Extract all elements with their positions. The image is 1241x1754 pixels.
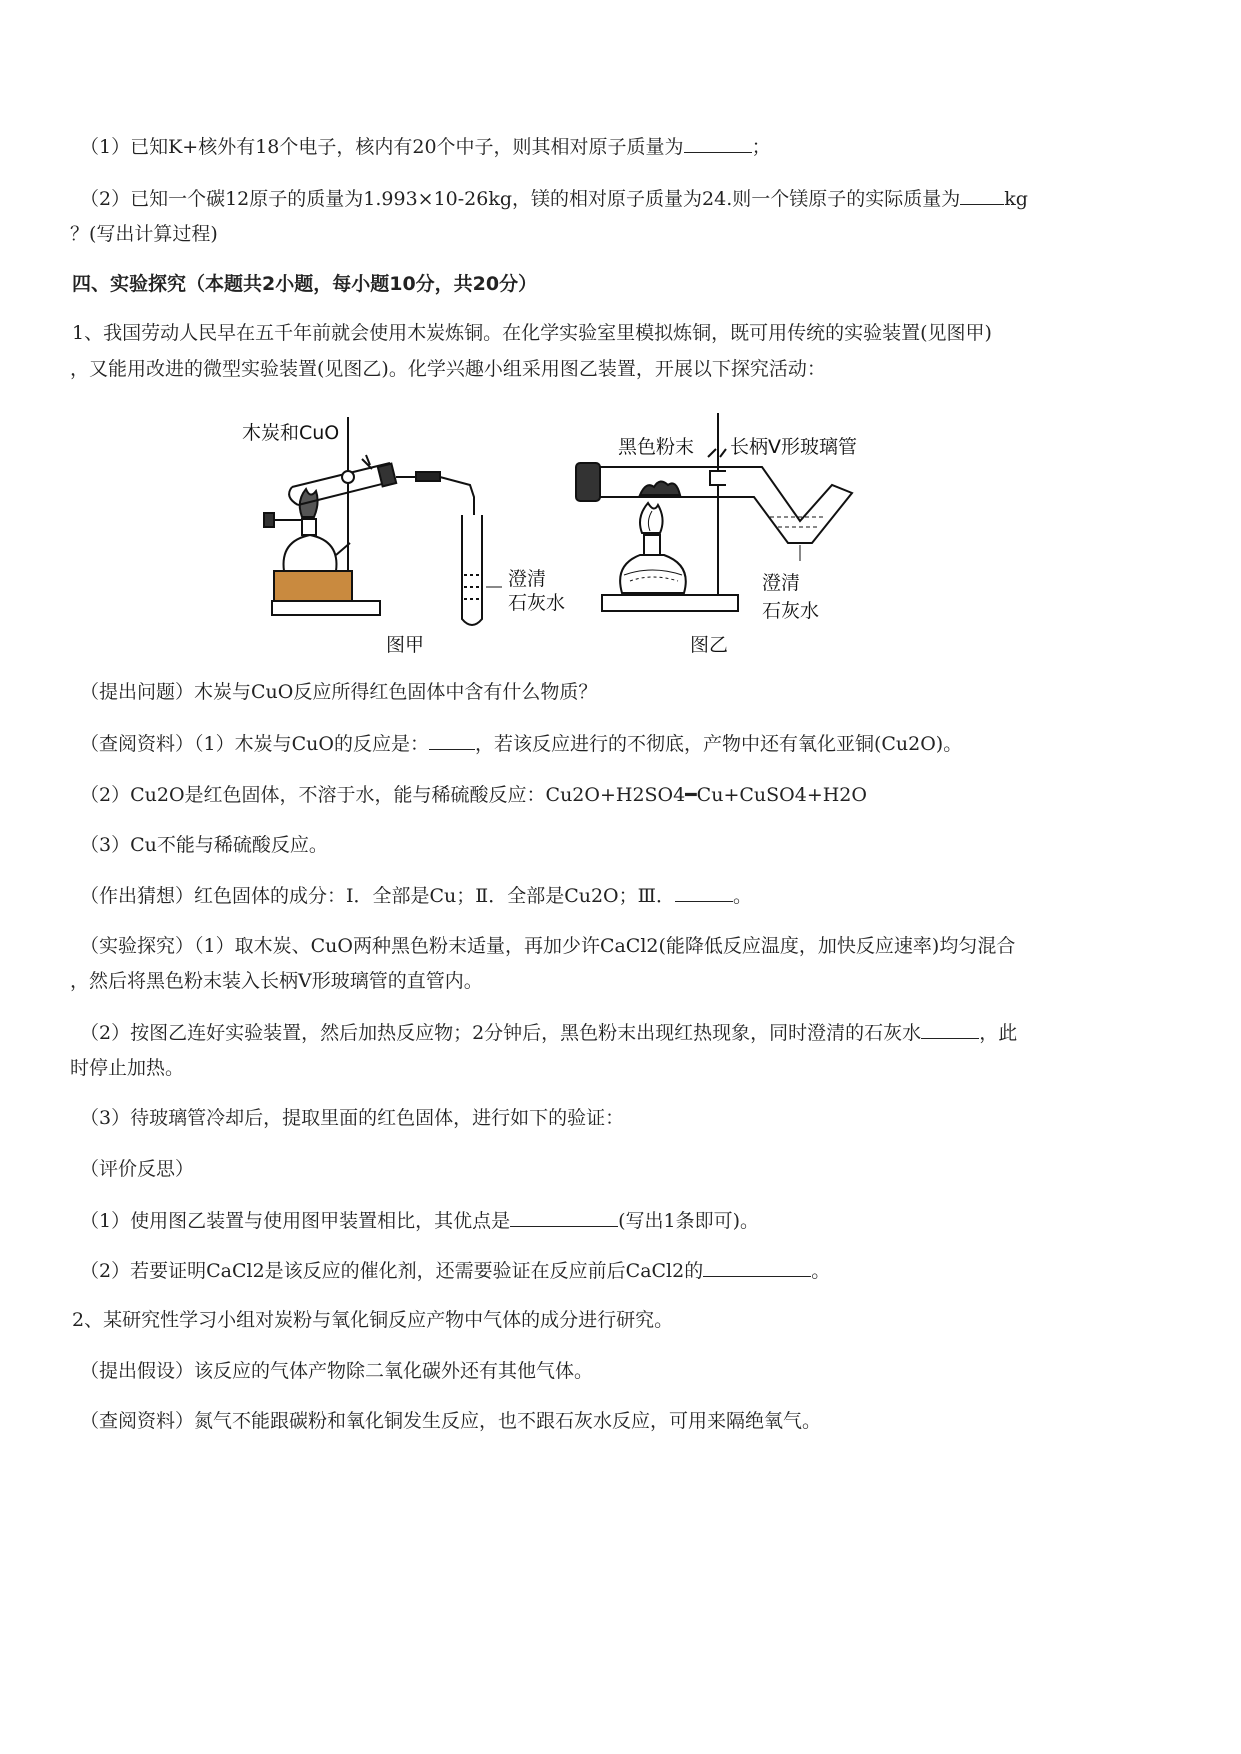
problem2-hypothesis: （提出假设）该反应的气体产物除二氧化碳外还有其他气体。 (80, 1360, 594, 1382)
yi-label-water-1: 澄清 (762, 572, 801, 594)
guess-text-end: 。 (732, 885, 752, 907)
problem2-info: （查阅资料）氮气不能跟碳粉和氧化铜发生反应，也不跟石灰水反应，可用来隔绝氧气。 (80, 1410, 822, 1432)
problem1-exp3: （3）待玻璃管冷却后，提取里面的红色固体，进行如下的验证： (80, 1107, 625, 1129)
figure-jia (264, 417, 502, 625)
q3-part2-unit: kg (1004, 188, 1028, 210)
problem1-exp2-line2: 时停止加热。 (70, 1057, 185, 1079)
answer-blank[interactable] (510, 1208, 618, 1227)
problem1-intro-line1: 1、我国劳动人民早在五千年前就会使用木炭炼铜。在化学实验室里模拟炼铜，既可用传统的实验装置(见图甲) (72, 322, 992, 344)
q3-part2-cont: ？(写出计算过程) (70, 223, 218, 245)
reflect2-text: （2）若要证明CaCl2是该反应的催化剂，还需要验证在反应前后CaCl2的 (80, 1260, 704, 1282)
problem1-question: （提出问题）木炭与CuO反应所得红色固体中含有什么物质？ (80, 681, 598, 703)
q3-part1 (80, 134, 1165, 159)
reflect1-text-end: (写出1条即可)。 (618, 1210, 760, 1232)
problem1-info3: （3）Cu不能与稀硫酸反应。 (80, 834, 328, 856)
guess-text: （作出猜想）红色固体的成分：Ⅰ．全部是Cu；Ⅱ．全部是Cu2O；Ⅲ． (80, 885, 675, 907)
section-heading: 四、实验探究（本题共2小题，每小题10分，共20分） (72, 273, 538, 295)
apparatus-figure (240, 405, 900, 665)
problem1-info2: （2）Cu2O是红色固体，不溶于水，能与稀硫酸反应：Cu2O+H2SO4━Cu+CuSO4+H2O (80, 784, 867, 806)
yi-label-powder: 黑色粉末 (618, 436, 695, 458)
info1-text-end: ，若该反应进行的不彻底，产物中还有氧化亚铜(Cu2O)。 (474, 733, 963, 755)
problem1-reflect1 (80, 1208, 1165, 1233)
problem1-reflect2 (80, 1258, 1165, 1283)
problem1-reflect: （评价反思） (80, 1158, 195, 1180)
exp2-text: （2）按图乙连好实验装置，然后加热反应物；2分钟后，黑色粉末出现红热现象，同时澄清的石灰水 (80, 1022, 922, 1044)
yi-label-water-2: 石灰水 (762, 600, 820, 622)
yi-label-tube: 长柄V形玻璃管 (730, 436, 857, 458)
problem1-exp1-line1: （实验探究）（1）取木炭、CuO两种黑色粉末适量，再加少许CaCl2(能降低反应温度，加快反应速率)均匀混合 (80, 935, 1016, 957)
jia-label-water-2: 石灰水 (508, 592, 566, 614)
q3-part1-end: ； (751, 136, 771, 158)
problem1-exp1-line2: ，然后将黑色粉末装入长柄V形玻璃管的直管内。 (70, 970, 483, 992)
answer-blank[interactable] (960, 186, 1004, 205)
q3-part1-text: （1）已知K+核外有18个电子，核内有20个中子，则其相对原子质量为 (80, 136, 684, 158)
problem1-guess (80, 883, 1165, 908)
answer-blank[interactable] (703, 1258, 811, 1277)
info1-text: （查阅资料）（1）木炭与CuO的反应是： (80, 733, 429, 755)
jia-label-water-1: 澄清 (508, 568, 547, 590)
answer-blank[interactable] (684, 134, 752, 153)
yi-caption: 图乙 (690, 634, 729, 656)
reflect1-text: （1）使用图乙装置与使用图甲装置相比，其优点是 (80, 1210, 511, 1232)
jia-caption: 图甲 (386, 634, 425, 656)
answer-blank[interactable] (429, 731, 475, 750)
q3-part2 (80, 186, 1165, 211)
reflect2-text-end: 。 (811, 1260, 831, 1282)
problem1-info1 (80, 731, 1165, 756)
jia-label-top: 木炭和CuO (242, 422, 340, 444)
answer-blank[interactable] (675, 883, 733, 902)
exp2-text-end: ，此 (979, 1022, 1018, 1044)
q3-part2-text: （2）已知一个碳12原子的质量为1.993×10-26kg，镁的相对原子质量为24.则一个镁原子的实际质量为 (80, 188, 961, 210)
problem1-intro-line2: ，又能用改进的微型实验装置(见图乙)。化学兴趣小组采用图乙装置，开展以下探究活动： (70, 358, 826, 380)
problem2-intro: 2、某研究性学习小组对炭粉与氧化铜反应产物中气体的成分进行研究。 (72, 1309, 674, 1331)
problem1-exp2-line1 (80, 1020, 1165, 1045)
answer-blank[interactable] (921, 1020, 979, 1039)
